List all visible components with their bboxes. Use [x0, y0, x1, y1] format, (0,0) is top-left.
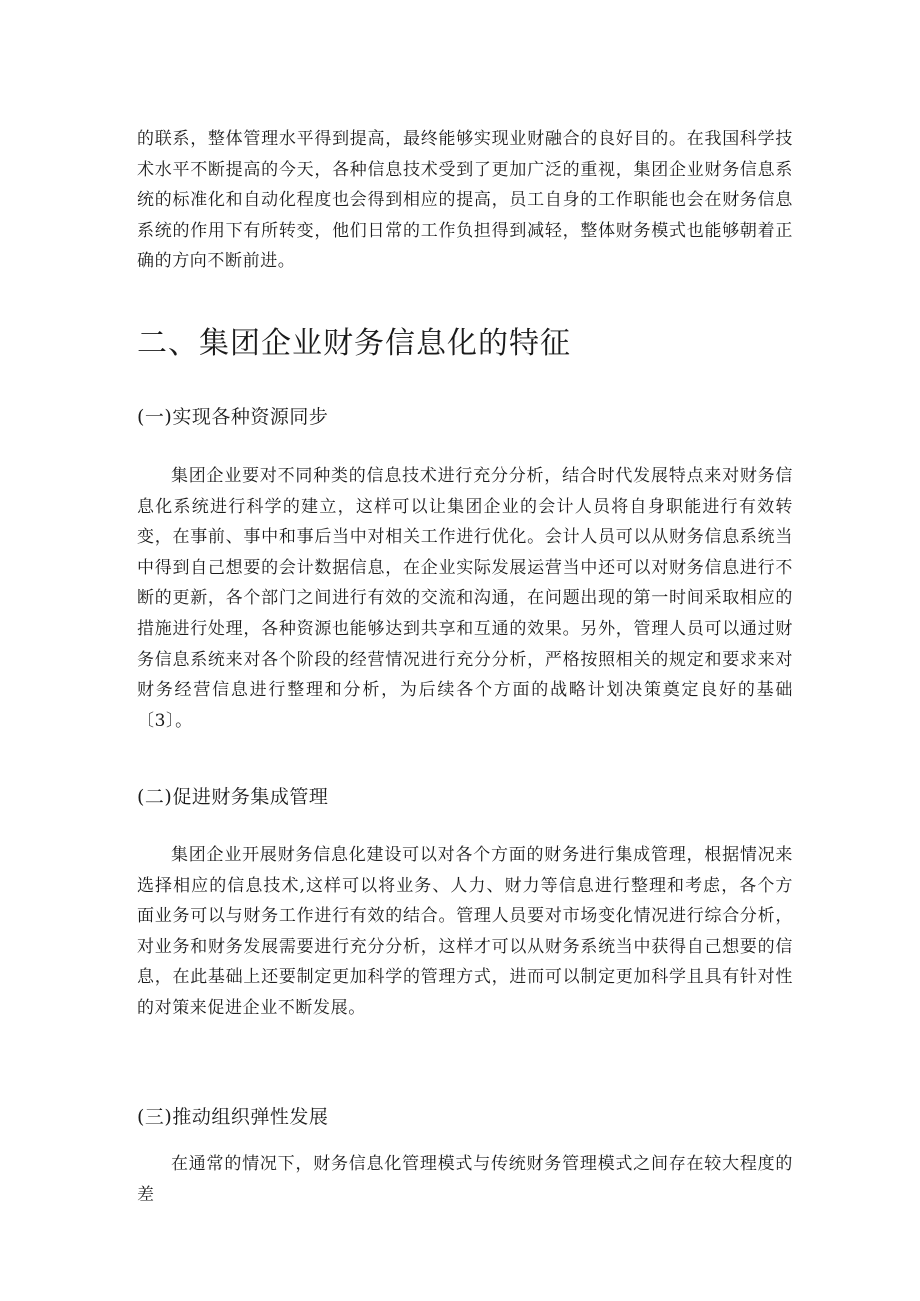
subsection-heading-3: (三)推动组织弹性发展	[137, 1106, 329, 1128]
subsection-paragraph-1: 集团企业要对不同种类的信息技术进行充分分析，结合时代发展特点来对财务信息化系统进行科学的建立，这样可以让集团企业的会计人员将自身职能进行有效转变，在事前、事中和事后当中对相关工作进行优化。会计人员可以从财务信息系统当中得到自己想要的会计数据信息，在企业实际发展运营当中还可以对财务信息进行不断的更新，各个部门之间进行有效的交流和沟通，在问题出现的第一时间采取相应的措施进行处理，各种资源也能够达到共享和互通的效果。另外，管理人员可以通过财务信息系统来对各个阶段的经营情况进行充分分析，严格按照相关的规定和要求来对财务经营信息进行整理和分析，为后续各个方面的战略计划决策奠定良好的基础〔3〕。	[137, 466, 793, 731]
subsection-heading-2: (二)促进财务集成管理	[137, 786, 329, 808]
section-title: 二、集团企业财务信息化的特征	[137, 326, 571, 361]
subsection-paragraph-3: 在通常的情况下，财务信息化管理模式与传统财务管理模式之间存在较大程度的差	[137, 1154, 793, 1205]
subsection-paragraph-2: 集团企业开展财务信息化建设可以对各个方面的财务进行集成管理，根据情况来选择相应的信息技术,这样可以将业务、人力、财力等信息进行整理和考虑，各个方面业务可以与财务工作进行有效的结合。管理人员要对市场变化情况进行综合分析，对业务和财务发展需要进行充分分析，这样才可以从财务系统当中获得自己想要的信息，在此基础上还要制定更加科学的管理方式，进而可以制定更加科学且具有针对性的对策来促进企业不断发展。	[137, 845, 793, 1018]
subsection-heading-1: (一)实现各种资源同步	[137, 406, 329, 428]
intro-paragraph: 的联系，整体管理水平得到提高，最终能够实现业财融合的良好目的。在我国科学技术水平不断提高的今天，各种信息技术受到了更加广泛的重视，集团企业财务信息系统的标准化和自动化程度也会得到相应的提高，员工自身的工作职能也会在财务信息系统的作用下有所转变，他们日常的工作负担得到减轻，整体财务模式也能够朝着正确的方向不断前进。	[137, 129, 793, 272]
